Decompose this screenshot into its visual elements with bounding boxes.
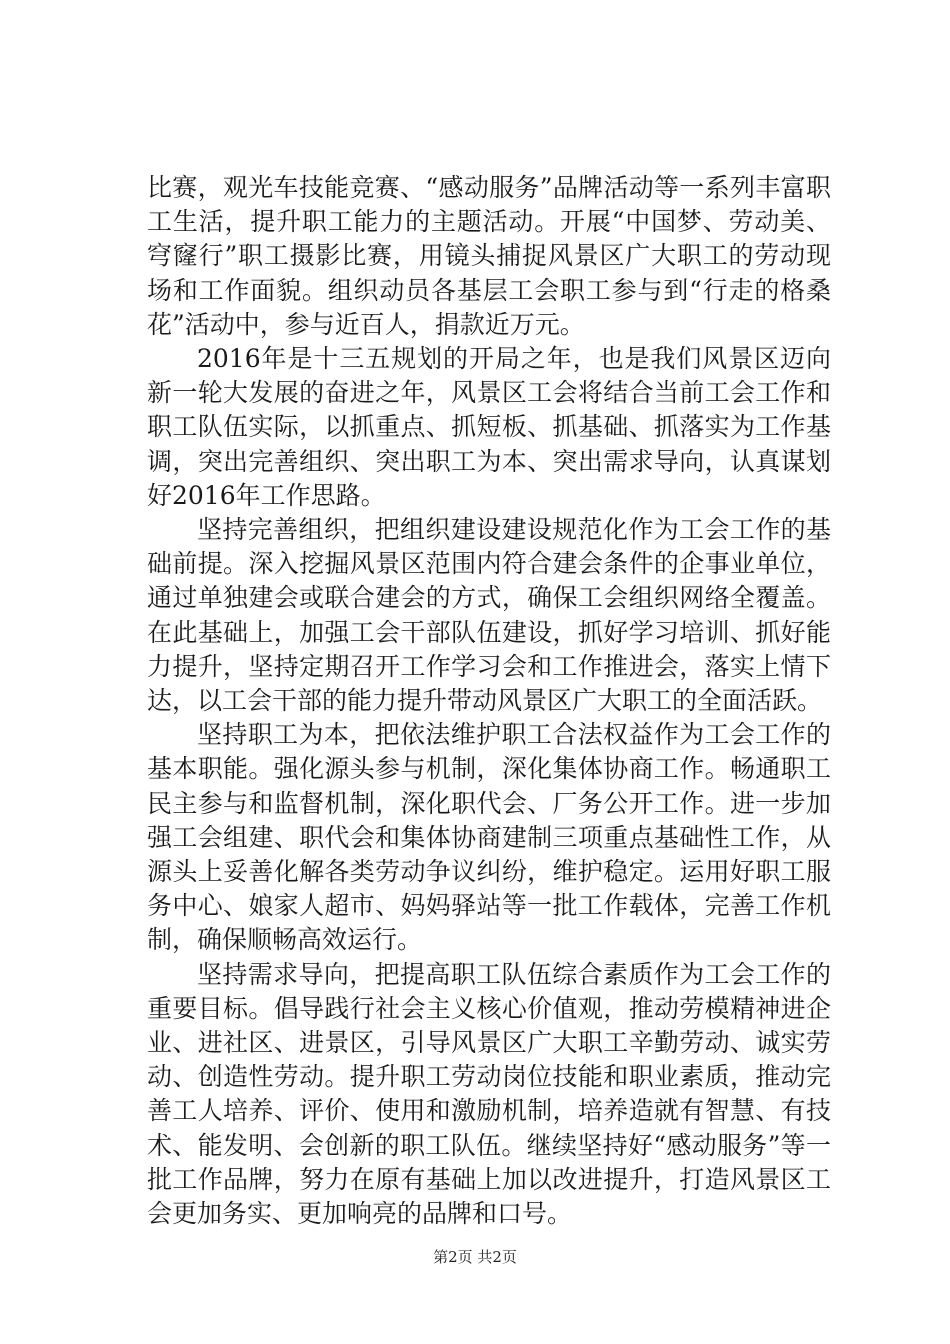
document-body [147,171,831,1231]
paragraph-workers-rights: 坚持职工为本，把依法维护职工合法权益作为工会工作的基本职能。强化源头参与机制，深化集体协商工作。畅通职工民主参与和监督机制，深化职代会、厂务公开工作。进一步加强工会组建、职代会和集体协商建制三项重点基础性工作，从源头上妥善化解各类劳动争议纠纷，维护稳定。运用好职工服务中心、娘家人超市、妈妈驿站等一批工作载体，完善工作机制，确保顺畅高效运行。 [147,720,831,955]
page-footer: 第2页 共2页 [433,1248,517,1266]
paragraph-demand-oriented: 坚持需求导向，把提高职工队伍综合素质作为工会工作的重要目标。倡导践行社会主义核心价值观，推动劳模精神进企业、进社区、进景区，引导风景区广大职工辛勤劳动、诚实劳动、创造性劳动。提升职工劳动岗位技能和职业素质，推动完善工人培养、评价、使用和激励机制，培养造就有智慧、有技术、能发明、会创新的职工队伍。继续坚持好“感动服务”等一批工作品牌，努力在原有基础上加以改进提升，打造风景区工会更加务实、更加响亮的品牌和口号。 [147,959,831,1229]
paragraph-organization: 坚持完善组织，把组织建设建设规范化作为工会工作的基础前提。深入挖掘风景区范围内符合建会条件的企事业单位，通过单独建会或联合建会的方式，确保工会组织网络全覆盖。在此基础上，加强工会干部队伍建设，抓好学习培训、抓好能力提升，坚持定期召开工作学习会和工作推进会，落实上情下达，以工会干部的能力提升带动风景区广大职工的全面活跃。 [147,515,831,716]
paragraph-plan-2016: 2016年是十三五规划的开局之年，也是我们风景区迈向新一轮大发展的奋进之年，风景区工会将结合当前工会工作和职工队伍实际，以抓重点、抓短板、抓基础、抓落实为工作基调，突出完善组织、突出职工为本、突出需求导向，认真谋划好2016年工作思路。 [147,344,831,510]
paragraph-continuation: 比赛，观光车技能竞赛、“感动服务”品牌活动等一系列丰富职工生活，提升职工能力的主题活动。开展“中国梦、劳动美、穹窿行”职工摄影比赛，用镜头捕捉风景区广大职工的劳动现场和工作面貌。组织动员各基层工会职工参与到“行走的格桑花”活动中，参与近百人，捐款近万元。 [147,173,831,339]
